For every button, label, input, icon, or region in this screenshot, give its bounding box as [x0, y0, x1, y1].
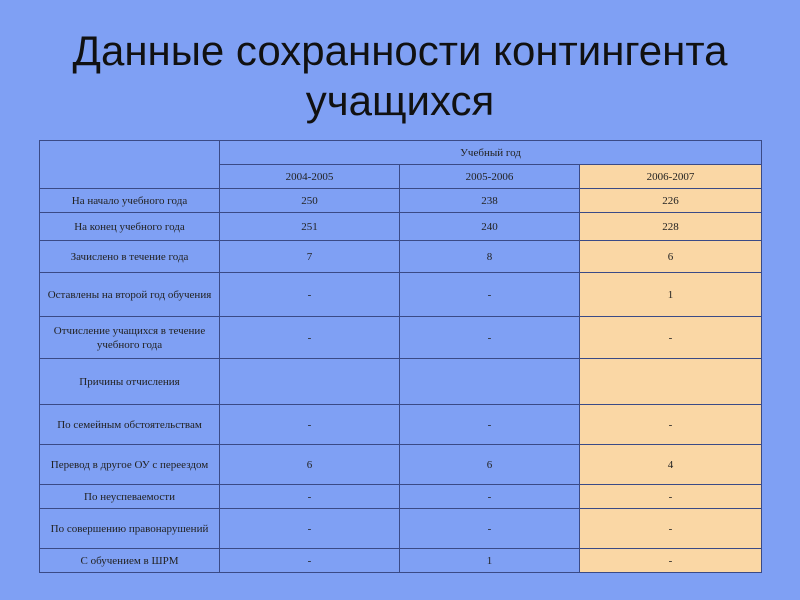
table-cell: -	[220, 509, 400, 549]
table-cell: 228	[580, 213, 762, 241]
table-row	[40, 509, 762, 549]
table-cell: 6	[220, 445, 400, 485]
table-cell: 1	[400, 549, 580, 573]
header-row-group	[40, 141, 762, 165]
table-cell: 251	[220, 213, 400, 241]
table-row	[40, 359, 762, 405]
table-cell: -	[220, 405, 400, 445]
row-label: По семейным обстоятельствам	[40, 405, 220, 445]
row-label: Перевод в другое ОУ с переездом	[40, 445, 220, 485]
table-row	[40, 241, 762, 273]
table-cell: 238	[400, 189, 580, 213]
retention-table	[39, 140, 762, 573]
table-cell: -	[220, 549, 400, 573]
table-row	[40, 445, 762, 485]
row-label: Зачислено в течение года	[40, 241, 220, 273]
row-label: Оставлены на второй год обучения	[40, 273, 220, 317]
table-cell: -	[220, 273, 400, 317]
table-cell: 8	[400, 241, 580, 273]
table-cell: 1	[580, 273, 762, 317]
row-label: По неуспеваемости	[40, 485, 220, 509]
table-cell: 6	[400, 445, 580, 485]
table-cell: -	[580, 317, 762, 359]
slide-title	[0, 26, 800, 126]
row-label: Причины отчисления	[40, 359, 220, 405]
table-cell: -	[220, 485, 400, 509]
table-cell: -	[400, 485, 580, 509]
table-cell: -	[580, 405, 762, 445]
table-cell: 6	[580, 241, 762, 273]
slide-title-line-1: Данные сохранности контингента	[72, 27, 728, 74]
table-cell: -	[580, 549, 762, 573]
corner-cell	[40, 141, 220, 189]
table-cell: 250	[220, 189, 400, 213]
year-header: 2005-2006	[400, 165, 580, 189]
table-cell	[220, 359, 400, 405]
table-cell: -	[400, 273, 580, 317]
table-cell: 4	[580, 445, 762, 485]
table-row	[40, 405, 762, 445]
table-cell: -	[580, 485, 762, 509]
table-cell: 240	[400, 213, 580, 241]
table-cell: -	[400, 509, 580, 549]
table-cell: 226	[580, 189, 762, 213]
year-header: 2004-2005	[220, 165, 400, 189]
table-row	[40, 549, 762, 573]
table-cell: -	[220, 317, 400, 359]
table-row	[40, 213, 762, 241]
row-label: На начало учебного года	[40, 189, 220, 213]
table-row	[40, 189, 762, 213]
school-year-header: Учебный год	[220, 141, 762, 165]
row-label: На конец учебного года	[40, 213, 220, 241]
table-row	[40, 485, 762, 509]
table-row	[40, 273, 762, 317]
table-row	[40, 317, 762, 359]
table-cell: -	[580, 509, 762, 549]
row-label: По совершению правонарушений	[40, 509, 220, 549]
table-cell: 7	[220, 241, 400, 273]
table-cell	[580, 359, 762, 405]
row-label: С обучением в ШРМ	[40, 549, 220, 573]
table-cell: -	[400, 317, 580, 359]
row-label: Отчисление учащихся в течение учебного года	[40, 317, 220, 359]
year-header: 2006-2007	[580, 165, 762, 189]
table-cell: -	[400, 405, 580, 445]
table-cell	[400, 359, 580, 405]
slide-title-line-2: учащихся	[305, 77, 495, 124]
